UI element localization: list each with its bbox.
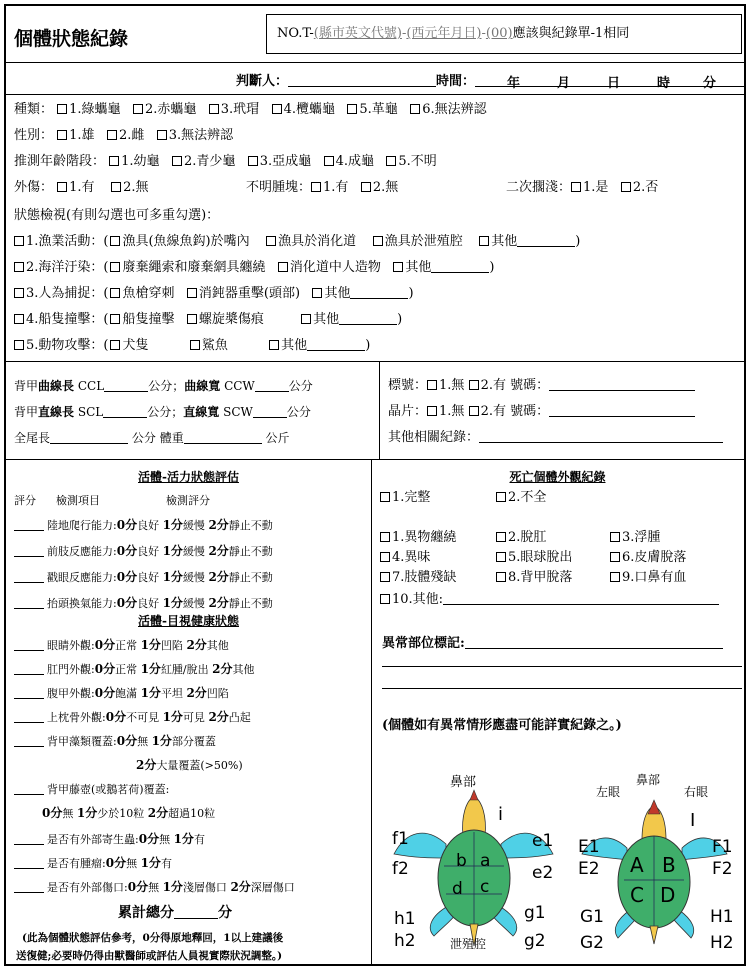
total-score: 累計總分 分 — [118, 905, 232, 921]
species-opt-3[interactable]: 3.玳瑁 — [209, 102, 259, 117]
visual-title: 活體-目視健康狀態 — [138, 614, 239, 628]
svg-text:A: A — [630, 853, 644, 877]
species-opt-1[interactable]: 1.綠蠵龜 — [57, 102, 120, 117]
no-suffix: 應該與紀錄單-1相同 — [512, 26, 630, 41]
eval-row-cont: 2分大量覆蓋(>50%) — [136, 758, 243, 772]
svg-text:f1: f1 — [392, 829, 409, 849]
eval-row-cont: 0分無 1分少於10粒 2分超過10粒 — [42, 806, 216, 820]
injury-row: 外傷： 1.有 2.無 — [14, 180, 149, 195]
abnormal-line-2[interactable] — [382, 666, 742, 667]
judge-row — [236, 70, 745, 89]
ccl-field[interactable] — [104, 379, 148, 392]
eval-row: 陸地爬行能力:0分良好 1分緩慢 2分靜止不動 — [14, 518, 273, 533]
other-record-row: 其他相關紀錄： — [388, 430, 723, 446]
age-opt-2[interactable]: 2.青少龜 — [172, 154, 235, 169]
svg-text:f2: f2 — [392, 859, 409, 879]
scw-field[interactable] — [253, 405, 287, 418]
dead-complete-opts: 1.完整 — [380, 488, 430, 508]
col-eval: 檢測評分 — [166, 494, 210, 507]
svg-text:F2: F2 — [712, 859, 733, 879]
measure-scl-row: 背甲直線長 SCL 公分；直線寬 SCW 公分 — [14, 405, 311, 419]
svg-text:E1: E1 — [578, 837, 600, 857]
no-seq: (00) — [485, 26, 513, 41]
age-opt-3[interactable]: 3.亞成龜 — [248, 154, 311, 169]
svg-text:B: B — [662, 853, 676, 877]
svg-text:G1: G1 — [580, 907, 604, 927]
eval-row: 前肢反應能力:0分良好 1分緩慢 2分靜止不動 — [14, 544, 273, 559]
score-field[interactable] — [14, 832, 44, 845]
note-line-2: 送復健;必要時仍得由獸醫師或評估人員視實際狀況調整。) — [16, 950, 283, 962]
age-opt-1[interactable]: 1.幼龜 — [109, 154, 159, 169]
status-item-5: 5.動物攻擊：( 犬隻 鯊魚 其他 ) — [14, 338, 370, 354]
species-opt-4[interactable]: 4.欖蠵龜 — [272, 102, 335, 117]
no-date: (西元年月日) — [406, 26, 482, 41]
form-title: 個體狀態紀錄 — [14, 28, 129, 50]
score-field[interactable] — [14, 570, 44, 583]
age-row: 推測年齡階段： 1.幼龜 2.青少龜 3.亞成龜 4.成龜 5.不明 — [14, 154, 437, 169]
measure-ccl-row: 背甲曲線長 CCL 公分；曲線寬 CCW 公分 — [14, 379, 313, 393]
judge-field[interactable] — [288, 74, 436, 87]
svg-text:G2: G2 — [580, 933, 604, 953]
eval-row: 眼睛外觀:0分正常 1分凹陷 2分其他 — [14, 638, 229, 653]
svg-text:H1: H1 — [710, 907, 734, 927]
label-left-eye: 左眼 — [596, 785, 621, 799]
no-city: (縣市英文代號) — [313, 26, 402, 41]
age-opt-4[interactable]: 4.成龜 — [324, 154, 374, 169]
sex-opt-3[interactable]: 3.無法辨認 — [157, 128, 233, 143]
svg-text:D: D — [660, 883, 676, 907]
injury-opt-1[interactable]: 1.有 — [57, 180, 94, 195]
score-field[interactable] — [14, 710, 44, 723]
svg-text:g2: g2 — [524, 931, 546, 951]
score-field[interactable] — [14, 856, 44, 869]
no-sep2: - — [481, 26, 486, 41]
svg-text:i: i — [498, 804, 504, 825]
abnormal-line-3[interactable] — [382, 688, 742, 689]
species-opt-5[interactable]: 5.革龜 — [347, 102, 397, 117]
dead-other: 10.其他: — [380, 590, 719, 610]
score-field[interactable] — [14, 686, 44, 699]
lump-opt-2[interactable]: 2.無 — [361, 180, 398, 195]
time-label: 時間： — [436, 74, 476, 89]
sex-opt-1[interactable]: 1.雄 — [57, 128, 94, 143]
restrand-group: 二次擱淺： 1.是 2.否 — [506, 180, 659, 195]
label-right-eye: 右眼 — [684, 785, 709, 799]
scl-field[interactable] — [103, 405, 147, 418]
svg-text:I: I — [690, 810, 696, 831]
svg-text:h2: h2 — [394, 931, 416, 951]
eval-row: 是否有外部傷口:0分無 1分淺層傷口 2分深層傷口 — [14, 880, 295, 895]
score-field[interactable] — [14, 662, 44, 675]
status-record-form: 個體狀態紀錄 NO.T-(縣市英文代號)-(西元年月日)-(00)應該與紀錄單-1相同 判斷人： 時間： 年 月 日 時 分 種類： 1.綠蠵龜 2.赤蠵龜 3.玳瑁 4.欖蠵龜 5.革龜 6.無法辨認 性別： 1.雄 2.雌 3.無法辨認 推測年齡階段： 1.幼龜 2.青少龜 3.亞成龜 4.成龜 5.不明 外傷： 1.有 2.無 不明腫塊： 1.有 2.無 二次擱淺： 1.是 2.否 狀態檢視(有則勾選也可多重勾選)： 1.漁業活動：( 漁具(魚線魚鈎)於嘴內 漁具於消化道 漁具於泄殖腔 其他 ) 2.海洋汙染：( 廢棄繩索和廢棄網具纏繞 消化道中人造物 其他 ) 3.人為捕捉：( 魚槍穿刺 消鈍器重擊(頭部) 其他 ) 4.船隻撞擊：( 船隻撞擊 螺旋槳傷痕 其他 ) 5.動物攻擊：( 犬隻 鯊魚 其他 ) 背甲曲線長 CCL 公分；曲線寬 CCW 公分 背甲直線長 SCL 公分；直線寬 SCW 公分 全尾長 公分 體重 公斤 標號： 1.無 2.有 號碼： 晶片： 1.無 2.有 號碼： 其他相關紀錄： 活體-活力狀態評估 評分 檢測項目 檢測評分 陸地爬行能力:0分良好 1分緩慢 2分靜止不動 前肢反應能力:0分良好 1分緩慢 2分靜止不動 戳眼反應能力:0分良好 1分緩慢 2分靜止不動 抬頭換氣能力:0分良好 1分緩慢 2分靜止不動 活體-目視健康狀態 眼睛外觀:0分正常 1分凹陷 2分其他 肛門外觀:0分正常 1分紅腫/脫出 2分其他 腹甲外觀:0分飽滿 1分平坦 2分凹陷 上枕骨外觀:0分不可見 1分可見 2分凸起 背甲藻類覆蓋:0分無 1分部分覆蓋 2分大量覆蓋(>50%) 背甲藤壺(或鵝茗荷)覆蓋: 0分無 1分少於10粒 2分超過10粒 是否有外部寄生蟲:0分無 1分有 是否有腫瘤:0分無 1分有 是否有外部傷口:0分無 1分淺層傷口 2分深層傷口 累計總分 分 (此為個體狀態評估參考，0分得原地釋回，1以上建議後 送復健;必要時仍得由獸醫師或評估人員視實際狀況調整。) 死亡個體外觀紀錄 1.完整 2.不全 1.異物纏繞 4.異味 7.肢體殘缺 2.脫肛 5.眼球脫出 8.背甲脫落 3.浮腫 6.皮膚脫落 9.口鼻有血 10.其他: 異常部位標記: (個體如有異常情形應盡可能詳實紀錄之。) 鼻部 i f1 e1 f2 e2 a b c d h1 g1 h2 g2 泄殖腔 鼻部 左眼 右眼 I E1 F1 E2 F2 A B C D G1 H1 G2 H2 — [4, 4, 746, 966]
note-line-1: (此為個體狀態評估參考，0分得原地釋回，1以上建議後 — [22, 932, 284, 944]
measure-tail-row: 全尾長 公分 體重 公斤 — [14, 431, 290, 445]
score-field[interactable] — [14, 782, 44, 795]
col-score: 評分 — [14, 494, 36, 507]
svg-text:E2: E2 — [578, 859, 600, 879]
injury-opt-2[interactable]: 2.無 — [111, 180, 148, 195]
eval-row: 肛門外觀:0分正常 1分紅腫/脫出 2分其他 — [14, 662, 255, 677]
total-score-field[interactable] — [174, 906, 218, 919]
eval-row: 抬頭換氣能力:0分良好 1分緩慢 2分靜止不動 — [14, 596, 273, 611]
svg-text:C: C — [630, 883, 644, 907]
turtle-diagram-dorsal — [386, 766, 561, 961]
status-item-4: 4.船隻撞擊：( 船隻撞擊 螺旋槳傷痕 其他 ) — [14, 312, 402, 328]
tag-number-field[interactable] — [549, 378, 695, 391]
restrand-opt-2[interactable]: 2.否 — [621, 180, 658, 195]
status-item-3: 3.人為捕捉：( 魚槍穿刺 消鈍器重擊(頭部) 其他 ) — [14, 286, 414, 302]
svg-text:b: b — [456, 851, 467, 871]
eval-row: 是否有外部寄生蟲:0分無 1分有 — [14, 832, 208, 847]
ccw-field[interactable] — [255, 379, 289, 392]
species-opt-6[interactable]: 6.無法辨認 — [410, 102, 486, 117]
restrand-opt-1[interactable]: 1.是 — [571, 180, 608, 195]
svg-text:e1: e1 — [532, 831, 554, 851]
dead-other-field[interactable] — [443, 592, 719, 605]
tail-field[interactable] — [50, 431, 128, 444]
score-field[interactable] — [14, 596, 44, 609]
abnormal-label: 異常部位標記: — [382, 632, 723, 651]
svg-text:h1: h1 — [394, 909, 416, 929]
col-item: 檢測項目 — [56, 494, 100, 507]
record-number-box — [266, 14, 742, 54]
svg-text:e2: e2 — [532, 863, 554, 883]
score-field[interactable] — [14, 544, 44, 557]
other-record-field[interactable] — [479, 430, 723, 443]
lump-opt-1[interactable]: 1.有 — [311, 180, 348, 195]
time-field[interactable]: 年 月 日 時 分 — [475, 74, 745, 87]
status-check-label: 狀態檢視(有則勾選也可多重勾選)： — [14, 208, 220, 223]
eval-row: 背甲藤壺(或鵝茗荷)覆蓋: — [14, 782, 169, 797]
svg-text:H2: H2 — [710, 933, 734, 953]
sex-opt-2[interactable]: 2.雌 — [107, 128, 144, 143]
eval-row: 背甲藻類覆蓋:0分無 1分部分覆蓋 — [14, 734, 219, 749]
eval-row: 是否有腫瘤:0分無 1分有 — [14, 856, 175, 871]
label-cloaca: 泄殖腔 — [450, 937, 487, 951]
score-field[interactable] — [14, 638, 44, 651]
svg-text:g1: g1 — [524, 903, 546, 923]
turtle-diagram-ventral — [572, 770, 744, 962]
eval-row: 戳眼反應能力:0分良好 1分緩慢 2分靜止不動 — [14, 570, 273, 585]
eval-row: 上枕骨外觀:0分不可見 1分可見 2分凸起 — [14, 710, 251, 725]
dead-col-3: 3.浮腫 6.皮膚脫落 9.口鼻有血 — [610, 528, 686, 588]
svg-text:a: a — [480, 851, 491, 871]
lump-group: 不明腫塊： 1.有 2.無 — [246, 180, 399, 195]
score-field[interactable] — [14, 518, 44, 531]
dead-title: 死亡個體外觀紀錄 — [509, 470, 606, 484]
score-field[interactable] — [14, 734, 44, 747]
dead-col-2: 2.脫肛 5.眼球脫出 8.背甲脫落 — [496, 528, 572, 588]
svg-text:c: c — [480, 877, 490, 897]
svg-text:d: d — [452, 879, 463, 899]
no-prefix: NO.T- — [277, 26, 314, 41]
svg-text:F1: F1 — [712, 837, 733, 857]
dead-col-1: 1.異物纏繞 4.異味 7.肢體殘缺 — [380, 528, 456, 588]
sex-row: 性別： 1.雄 2.雌 3.無法辨認 — [14, 128, 234, 143]
abnormal-note: (個體如有異常情形應盡可能詳實紀錄之。) — [382, 718, 622, 733]
label-nose-right: 鼻部 — [636, 773, 661, 787]
status-item-1: 1.漁業活動：( 漁具(魚線魚鈎)於嘴內 漁具於消化道 漁具於泄殖腔 其他 ) — [14, 234, 580, 250]
species-row: 種類： 1.綠蠵龜 2.赤蠵龜 3.玳瑁 4.欖蠵龜 5.革龜 6.無法辨認 — [14, 102, 487, 117]
status-item-2: 2.海洋汙染：( 廢棄繩索和廢棄網具纏繞 消化道中人造物 其他 ) — [14, 260, 494, 276]
judge-label: 判斷人： — [236, 74, 289, 89]
species-opt-2[interactable]: 2.赤蠵龜 — [133, 102, 196, 117]
age-opt-5[interactable]: 5.不明 — [386, 154, 436, 169]
weight-field[interactable] — [184, 431, 262, 444]
eval-row: 腹甲外觀:0分飽滿 1分平坦 2分凹陷 — [14, 686, 229, 701]
vitality-title: 活體-活力狀態評估 — [138, 470, 239, 484]
score-field[interactable] — [14, 880, 44, 893]
chip-number-field[interactable] — [549, 404, 695, 417]
chip-row: 晶片： 1.無 2.有 號碼： — [388, 404, 695, 420]
label-nose-left: 鼻部 — [450, 775, 477, 790]
tag-row: 標號： 1.無 2.有 號碼： — [388, 378, 695, 394]
no-sep1: - — [401, 26, 407, 41]
